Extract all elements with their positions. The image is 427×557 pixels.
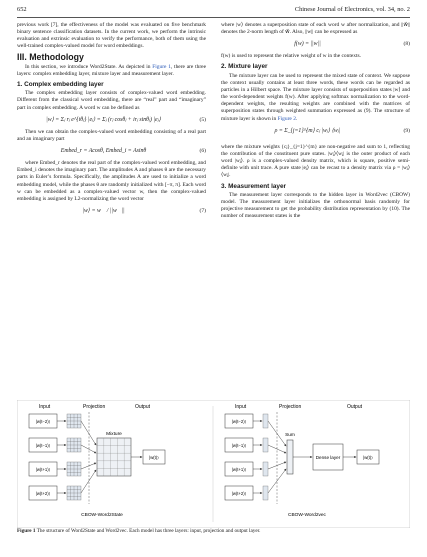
section-heading: III. Methodology [17, 51, 84, 62]
svg-text:|w(t−2)⟩: |w(t−2)⟩ [35, 419, 51, 424]
equation-7: |w⟩ = w⃗ / ||w⃗|| (7) [82, 207, 206, 214]
figure-link[interactable]: Figure 1 [152, 63, 171, 70]
output-box [143, 450, 165, 464]
paragraph: previous work [7], the effectiveness of the model was evaluated on five benchmark binary sentence classification datasets. In the current work, we perform the intrinsic evaluation and extrinsic evaluation to verify the performance, both of them using the well-trained complex-valued model for word embeddings. [17, 22, 206, 50]
svg-text:Sum: Sum [285, 433, 295, 438]
label-input: Input [235, 404, 247, 410]
subsection-heading: 2. Mixture layer [221, 63, 268, 71]
diagram-caption: CBOW-Word2State [81, 513, 123, 518]
subsection-heading: 3. Measurement layer [221, 182, 287, 190]
input-box [29, 414, 57, 428]
label-output: Output [135, 404, 151, 410]
subsection-heading: 1. Complex embedding layer [17, 81, 104, 89]
svg-text:|w(t)⟩: |w(t)⟩ [363, 455, 373, 460]
input-box [29, 462, 57, 476]
figure-diagram [17, 400, 410, 528]
svg-text:|w(t−1)⟩: |w(t−1)⟩ [231, 443, 247, 448]
paragraph: The measurement layer corresponds to the hidden layer in Word2vec (CBOW) model. The measurement layer initializes the orthonormal basis randomly for projective measurement to get the probability distribution representation by (10). The number of measurement states is the [221, 191, 410, 220]
input-box [225, 438, 253, 452]
caption-label: Figure 1 [17, 528, 36, 534]
svg-text:|w(t−2)⟩: |w(t−2)⟩ [231, 419, 247, 424]
label-output: Output [347, 404, 363, 410]
journal-title: Chinese Journal of Electronics, vol. 34, no. 2 [294, 6, 410, 13]
paragraph: where Embed_r denotes the real part of the complex-valued word embedding, and Embed_i denotes the imaginary part. The amplitudes A and phases θ are the necessary parts in Euler’s formula. Specifically, the amplitudes A are used to initialize a word embedding model, while the phases θ are randomly initialized with [−π, π]. Each word w can be embedded as a complex-valued vector w, then the complex-valued embedding is assigned by L2-normalizing the word vector [17, 160, 206, 202]
mixture-layer [97, 431, 131, 476]
svg-text:|w(t+1)⟩: |w(t+1)⟩ [35, 467, 51, 472]
input-box [29, 438, 57, 452]
input-box [29, 486, 57, 500]
diagram-caption: CBOW-Word2vec [288, 513, 326, 518]
right-column [221, 22, 410, 220]
paragraph: The mixture layer can be used to represent the mixed state of context. We suppose the context usually contains at least three words, these words can be regarded as particles in a Hilbert space. The mixture layer consists of superposition states |w⟩ and the word-dependent weights f(w). After applying softmax normalization to the word-dependent weights, the resulting weights are combined with the matrices of superposition states through weighted summation expressed as (9). The structure of mixture layer is shown in Figure 2. [221, 72, 410, 122]
svg-text:|w(t+2)⟩: |w(t+2)⟩ [231, 491, 247, 496]
svg-text:|w(t+1)⟩: |w(t+1)⟩ [231, 467, 247, 472]
figure-link[interactable]: Figure 2 [277, 115, 296, 122]
equation-8: f(w) = ||w|| (8) [294, 41, 410, 48]
left-column [17, 22, 206, 224]
equation-5: |w⟩ = Σⱼ rⱼ e^{iθⱼ} |eⱼ⟩ = Σⱼ (rⱼ cosθⱼ + irⱼ sinθⱼ) |eⱼ⟩ (5) [46, 116, 206, 123]
svg-text:|w(t+2)⟩: |w(t+2)⟩ [35, 491, 51, 496]
input-box [225, 414, 253, 428]
output-box [357, 450, 379, 464]
figure-caption [17, 528, 410, 534]
svg-text:Dense layer: Dense layer [315, 455, 341, 460]
svg-text:Mixture: Mixture [106, 432, 122, 437]
page-number: 652 [17, 6, 27, 13]
input-box [225, 462, 253, 476]
svg-text:|w(t)⟩: |w(t)⟩ [149, 455, 159, 460]
dense-layer [313, 444, 343, 470]
label-projection: Projection [279, 404, 302, 410]
equation-9: ρ = Σ_{j=1}^{m} cⱼ |wⱼ⟩ ⟨wⱼ| (9) [274, 127, 410, 134]
paragraph: where the mixture weights {cⱼ}_{j=1}^{m} are non-negative and sum to 1, reflecting the contribution of the constituent pure states. |wⱼ⟩⟨wⱼ| is the outer product of each word |wⱼ⟩. ρ is a complex-valued density matrix, which is square, positive semi-definite with unit trace. A pure state |eⱼ⟩ can be recast to a density matrix via ρ = |wⱼ⟩⟨wⱼ|. [221, 143, 410, 179]
paragraph: In this section, we introduce Word2State. As depicted in Figure 1, there are three layers: complex embedding layer, mixture layer and measurement layer. [17, 63, 206, 77]
paragraph: where |w⟩ denotes a superposition state of each word w after normalization, and ||w⃗|| denotes the 2-norm length of w⃗. Also, ||w|| can be expressed as [221, 22, 410, 36]
caption-text: The structure of Word2State and Word2vec. Each model has three layers: input, projection and output layer. [36, 528, 261, 534]
figure-1 [17, 400, 410, 528]
header-rule [17, 17, 410, 18]
svg-text:|w(t−1)⟩: |w(t−1)⟩ [35, 443, 51, 448]
paragraph: f(w) is used to represent the relative weight of w in the contexts. [221, 53, 361, 60]
paragraph: The complex embedding layer consists of complex-valued word embedding. Different from the classical word embedding, there are “real” part and “imaginary” part in complex embedding. A word w can be defined as [17, 90, 206, 111]
label-projection: Projection [83, 404, 106, 410]
equation-6: Embed_r = Acosθ, Embed_i = Asinθ (6) [60, 148, 206, 155]
label-input: Input [39, 404, 51, 410]
input-box [225, 486, 253, 500]
paragraph: Then we can obtain the complex-valued word embedding consisting of a real part and an imaginary part [17, 128, 206, 142]
